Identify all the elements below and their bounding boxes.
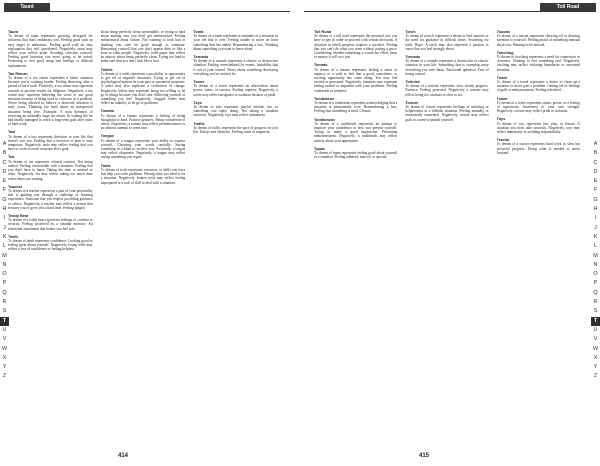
dictionary-entry bbox=[314, 147, 397, 160]
index-letter: R bbox=[2, 299, 7, 306]
dictionary-entry bbox=[405, 55, 488, 76]
entry-definition: To dream of a tomato represents feeling a sense of urgency or a wish to feel that a good, sometimes, or exciting opportunity has come along. You may feel excited or pressured. Negatively, tomatoes may represent feeling rushed or impatient with your problems. Feeling vulnerable or sensitive. bbox=[314, 67, 398, 93]
entry-definition: To dream of a toucan represents showing off or drawing attention to yourself. Feeling proud of something unusual about you. Wanting to be noticed. bbox=[496, 34, 580, 47]
index-letter: W bbox=[1, 345, 8, 352]
index-letter: Q bbox=[2, 289, 7, 296]
dictionary-entry bbox=[314, 63, 397, 92]
index-letter: B bbox=[2, 150, 7, 157]
index-letter: S bbox=[593, 308, 598, 315]
dictionary-entry bbox=[193, 101, 278, 118]
entry-term: Teacher bbox=[8, 184, 23, 189]
dictionary-entry bbox=[101, 164, 186, 185]
index-letter: C bbox=[2, 159, 7, 166]
entry-term: Tomato bbox=[314, 63, 328, 68]
left-alphabet-index bbox=[0, 140, 9, 382]
entry-term: Touching bbox=[496, 50, 514, 55]
dictionary-entry bbox=[497, 138, 580, 155]
left-page-number: 414 bbox=[118, 453, 129, 459]
entry-term: Teddy Bear bbox=[8, 213, 29, 218]
index-letter: E bbox=[593, 178, 598, 185]
right-header-rule bbox=[304, 3, 540, 12]
entry-term: Tomb bbox=[193, 30, 204, 34]
entry-definition: To dream of a towel represents a desire to clean up a situation or move past a problem. Getting rid of feelings of guilt or embarrassment. Feeling refreshed. bbox=[496, 80, 580, 93]
index-letter: A bbox=[2, 141, 7, 147]
index-letter: H bbox=[2, 206, 7, 213]
index-letter: E bbox=[2, 178, 7, 185]
index-letter: B bbox=[593, 150, 598, 157]
index-letter: O bbox=[2, 271, 7, 278]
entry-definition: To dream of torture represents feelings of suffering or helplessness in a difficult situation. Feeling mentally or emotionally tormented. Negatively, torture may reflect guilt or a need to punish yourself. bbox=[405, 105, 489, 122]
right-columns bbox=[314, 30, 580, 442]
dictionary-entry bbox=[8, 214, 93, 231]
index-letter: J bbox=[3, 224, 6, 231]
entry-definition: To dream of a toothbrush represents an attempt to improve your confidence or how you present yourself. Trying to make a good impression. Preventing embarrassment. Negatively, a toothbrush may reflect anxiety about your appearance. bbox=[314, 121, 398, 143]
index-letter: Y bbox=[593, 364, 598, 371]
entry-definition: To dream of a tomb represents a reminder of a situation in your life that is over. Feeling unable to move on from something that has ended. Remembering a loss. Thinking about something you want to leave alone. bbox=[193, 34, 279, 51]
dictionary-entry bbox=[497, 97, 580, 114]
right-alphabet-index bbox=[591, 140, 600, 382]
dictionary-entry bbox=[405, 80, 488, 97]
dictionary-entry bbox=[497, 51, 580, 72]
entry-definition: To dream of teeth represents confidence. Looking good or feeling great about yourself. Negatively, losing teeth may reflect a loss of confidence or feeling helpless. bbox=[8, 238, 93, 252]
index-letter: M bbox=[2, 252, 7, 259]
entry-term: Toll Road bbox=[314, 30, 332, 34]
entry-definition: To dream of a tornado represents a chaotic or destructive situation. Feeling overwhelmed by events. Instability that is out of your control. Worry about something destroying everything you've worked for. bbox=[193, 59, 279, 76]
entry-definition: To dream of a tortoise represents slow, steady progress. Patience. Feeling protected. Negatively, a tortoise may reflect being too cautious or slow to act. bbox=[405, 84, 489, 97]
entry-term: Taxi bbox=[8, 130, 16, 135]
dictionary-entry bbox=[101, 109, 186, 130]
entry-term: Tower bbox=[496, 96, 508, 101]
index-letter: S bbox=[2, 308, 7, 315]
index-letter: D bbox=[2, 168, 7, 175]
entry-definition: To dream of a tower represents an observation about power, status, or success. Feeling superior. Negatively, a tower may reflect arrogance or isolation because of pride. bbox=[193, 84, 279, 97]
dictionary-entry bbox=[8, 155, 93, 180]
entry-term: Tombstone bbox=[314, 96, 335, 101]
index-letter: T bbox=[0, 317, 9, 326]
entry-term: Toilets bbox=[100, 67, 113, 72]
dictionary-entry bbox=[405, 101, 488, 122]
entry-term: Torch bbox=[405, 30, 416, 34]
index-letter: L bbox=[594, 243, 597, 250]
entry-term: Tools bbox=[100, 163, 111, 168]
entry-term: Toucan bbox=[496, 30, 510, 34]
index-letter: L bbox=[3, 243, 6, 250]
index-letter: Z bbox=[593, 373, 598, 380]
dictionary-entry bbox=[314, 30, 397, 59]
text-column bbox=[101, 30, 186, 442]
entry-term: Tornado bbox=[405, 55, 421, 60]
dictionary-entry bbox=[193, 80, 278, 97]
dictionary-entry bbox=[8, 185, 93, 210]
entry-term: Toys bbox=[496, 117, 506, 122]
entry-definition: To dream of tools represents resources or skills you have that help you solve problems. Having what you need to fix a situation. Negatively, broken tools may reflect feeling unprepared or a lack of skill to deal with a situation. bbox=[100, 167, 186, 185]
entry-definition: To dream of a tower represents status, power, or a feeling of superiority. Awareness of your own strength. Negatively, a tower may reflect pride or isolation. bbox=[496, 100, 580, 114]
left-header-rule bbox=[50, 3, 290, 12]
dictionary-entry bbox=[497, 117, 580, 134]
entry-definition: To dream of a tomato represents a feeling of being thoughtful or kind. Positive gestures. Being considerate of others. Negatively, a tomato may reflect pretentiousness or an obvious attempt to seem nice. bbox=[100, 113, 186, 131]
entry-definition: To dream of a teddy bear represents feelings of comfort or security. Feeling protected by a familiar memory. An emotional attachment that makes you feel safe. bbox=[8, 218, 93, 231]
index-letter: V bbox=[2, 336, 7, 343]
text-column bbox=[497, 30, 580, 442]
entry-definition: about being perfectly clean, presentable, or trying so hard about making sure you don't get embarrassed. Feeling embarrassed about failure. Not wanting to look bad or thinking you can't be good enough to someone. Reassuring yourself that you don't appear dirty or like a loser to other people. Negatively, toilet paper may reflect an anxiety about being perfectly clean. Trying too hard to make sure that you don't look like a fool. bbox=[100, 30, 186, 64]
entry-definition: To dream of a tractor represents hard work or slow but powerful progress. Doing what is needed to move forward. bbox=[496, 142, 580, 155]
entry-term: Tornado bbox=[193, 55, 209, 60]
text-column bbox=[405, 30, 488, 442]
index-letter: H bbox=[593, 206, 598, 213]
index-letter: T bbox=[591, 317, 600, 326]
entry-definition: To dream of a tongue represents your ability to express yourself. Choosing your words carefully. Saying something in a blunt or tactless way. Positively, a tongue may reflect eloquence. Negatively, a tongue may reflect saying something you regret. bbox=[100, 138, 186, 160]
index-letter: K bbox=[2, 233, 7, 240]
index-letter: U bbox=[593, 326, 598, 333]
index-letter: F bbox=[2, 187, 7, 194]
index-letter: U bbox=[2, 326, 7, 333]
index-letter: M bbox=[593, 252, 598, 259]
entry-definition: To dream of tea represents relaxed comfort. Not being rushed. Feeling comfortable with a situation. Feeling that you don't have to hurry. Taking the time to unwind or relax. Negatively, tea may reflect taking too much time when others are waiting. bbox=[8, 159, 93, 181]
index-letter: X bbox=[593, 354, 598, 361]
index-letter: G bbox=[593, 196, 598, 203]
left-columns bbox=[8, 30, 278, 442]
dictionary-entry bbox=[497, 30, 580, 47]
entry-definition: To dream of topaz represents feeling good about yourself or a situation. Feeling admired, noticed, or special. bbox=[314, 151, 398, 160]
entry-definition: To dream of a toilet represents a possibility or opportunity to get rid of negative situations. Trying to get rid of psychological matters in your past or unwanted situations. A toilet may also represent a realization of change. Negatively, toilets may represent being too willing to let go of things because you don't care. Relieving yourself of something you feel. Negatively, clogged toilets may reflect an inability to let go of problems. bbox=[100, 71, 186, 106]
index-letter: Y bbox=[2, 364, 7, 371]
dictionary-entry bbox=[8, 235, 93, 252]
entry-definition: To dream of traffic represents the pace of progress in your life. Delays and obstacles. Feeling stuck or impatient. bbox=[193, 125, 279, 135]
entry-term: Teeth bbox=[8, 234, 18, 239]
text-column bbox=[314, 30, 397, 442]
entry-term: Tongue bbox=[100, 134, 115, 139]
entry-definition: To dream of taunt represents growing disregard for solutions that don't embarrass you. Feeling good with an easy target to embarrass. Feeling good with an easy explanation that isn't questioned. Negatively, taunt may reflect your selfish pride. Avoiding criticism yourself. Feeling good knowing you aren't going to be tested. Preferring to feel good using bad feelings or difficult explanations. bbox=[8, 34, 93, 68]
entry-definition: To dream of a tombstone represents acknowledging that a situation is permanently over. Remembering a loss. Feeling that something is final. Closure. bbox=[314, 101, 398, 114]
dictionary-entry bbox=[101, 134, 186, 159]
entry-term: Toys bbox=[193, 100, 202, 105]
dictionary-entry bbox=[193, 30, 278, 51]
entry-definition: To dream of toys represents fun, play, or leisure. A situation you don't take seriously. Negatively, toys may reflect immaturity or avoiding responsibility. bbox=[496, 121, 580, 135]
dictionary-entry bbox=[497, 76, 580, 93]
entry-definition: To dream of toys represents playful attitude, fun, or something you enjoy doing. Not taking a situation seriously. Negatively, toys may reflect immaturity. bbox=[193, 105, 279, 118]
left-page-header: Taunt bbox=[4, 3, 50, 12]
index-letter: N bbox=[2, 261, 7, 268]
entry-term: Tortoise bbox=[405, 80, 421, 85]
entry-definition: To dream of a tornado represents a destructive or chaotic situation in your life. Something that is sweeping away everything you care about. Emotional upheaval. Fear of losing control. bbox=[405, 59, 489, 76]
dictionary-entry bbox=[405, 30, 488, 51]
dictionary-entry bbox=[101, 30, 186, 64]
text-column bbox=[8, 30, 93, 442]
dictionary-entry bbox=[314, 118, 397, 143]
entry-definition: To dream of a tax return represents a better situation because you're working harder. Feeling deserving after a period of hard work. Positively, a tax return may represent rewards or positive results for diligence. Negatively, a tax return may represent believing the worst of any good situation because of being used to criticism or a problem. Never being allowed to believe a deserved situation is truly yours. Thinking too hard about an unexpected situation being free. Example: A man dreamed of receiving an unusually large tax return. In waking life he had finally managed to reach a long-term goal after years of hard work. bbox=[8, 76, 93, 127]
index-letter: I bbox=[594, 215, 597, 222]
entry-definition: To dream of a toll road represents the personal cost you have to pay in order to proceed with certain decisions. A situation in which progress requires a sacrifice. Feeling that you can't do what you want without paying a price. Considering whether something is worth the effort, time, or money it will cost you. bbox=[314, 34, 398, 60]
index-letter: P bbox=[593, 280, 598, 287]
dictionary-entry bbox=[314, 97, 397, 114]
index-letter: V bbox=[593, 336, 598, 343]
entry-definition: To dream of touching represents a need for connection or closeness. Wanting to feel something real. Negatively, touching may reflect violating boundaries or unwanted attention. bbox=[496, 55, 580, 72]
entry-term: Topaz bbox=[314, 146, 325, 151]
dictionary-entry bbox=[193, 122, 278, 135]
entry-term: Traffic bbox=[193, 121, 205, 126]
index-letter: F bbox=[593, 187, 598, 194]
index-letter: O bbox=[593, 271, 598, 278]
entry-term: Tower bbox=[193, 80, 205, 85]
dictionary-entry bbox=[193, 55, 278, 76]
index-letter: G bbox=[2, 196, 7, 203]
index-letter: W bbox=[592, 345, 599, 352]
entry-definition: To dream of a teacher represents a part of your personality that is guiding you through a challenge or learning experience. Someone that you respect providing guidance or advice. Negatively, a teacher may reflect a person that lectures you or gives you a hard time. Feeling judged. bbox=[8, 188, 93, 210]
entry-term: Tractor bbox=[496, 138, 510, 143]
index-letter: C bbox=[593, 159, 598, 166]
right-page-number: 415 bbox=[419, 453, 430, 459]
index-letter: Z bbox=[2, 373, 7, 380]
right-page-header: Toll Road bbox=[540, 3, 596, 12]
dictionary-entry bbox=[101, 68, 186, 106]
index-letter: X bbox=[2, 354, 7, 361]
entry-term: Toothbrush bbox=[314, 117, 335, 122]
right-page bbox=[300, 0, 600, 466]
index-letter: Q bbox=[593, 289, 598, 296]
index-letter: A bbox=[593, 141, 598, 147]
entry-term: Taunt bbox=[8, 30, 19, 34]
index-letter: N bbox=[593, 261, 598, 268]
dictionary-entry bbox=[8, 72, 93, 127]
index-letter: P bbox=[2, 280, 7, 287]
entry-term: Tomato bbox=[100, 109, 115, 114]
entry-definition: To dream of a torch represents a desire to find answers or the need for guidance in difficult times. Searching for truth. Hope. A torch may also represent a passion or cause that you feel strongly about. bbox=[405, 34, 489, 51]
entry-term: Tea bbox=[8, 155, 15, 160]
entry-term: Towel bbox=[496, 75, 508, 80]
index-letter: D bbox=[593, 168, 598, 175]
text-column bbox=[193, 30, 278, 442]
entry-term: Torture bbox=[405, 100, 419, 105]
index-letter: K bbox=[593, 233, 598, 240]
entry-term: Tax Return bbox=[8, 71, 28, 76]
entry-definition: To dream of a taxi represents direction in your life that doesn't suit you. Feeling that a decision or plan is only temporary. Negatively, taxis may reflect feeling that you have to work to reach someone else's goal. bbox=[8, 134, 93, 152]
index-letter: I bbox=[3, 215, 6, 222]
dictionary-entry bbox=[8, 30, 93, 68]
index-letter: R bbox=[593, 299, 598, 306]
index-letter: J bbox=[594, 224, 597, 231]
dictionary-entry bbox=[8, 130, 93, 151]
